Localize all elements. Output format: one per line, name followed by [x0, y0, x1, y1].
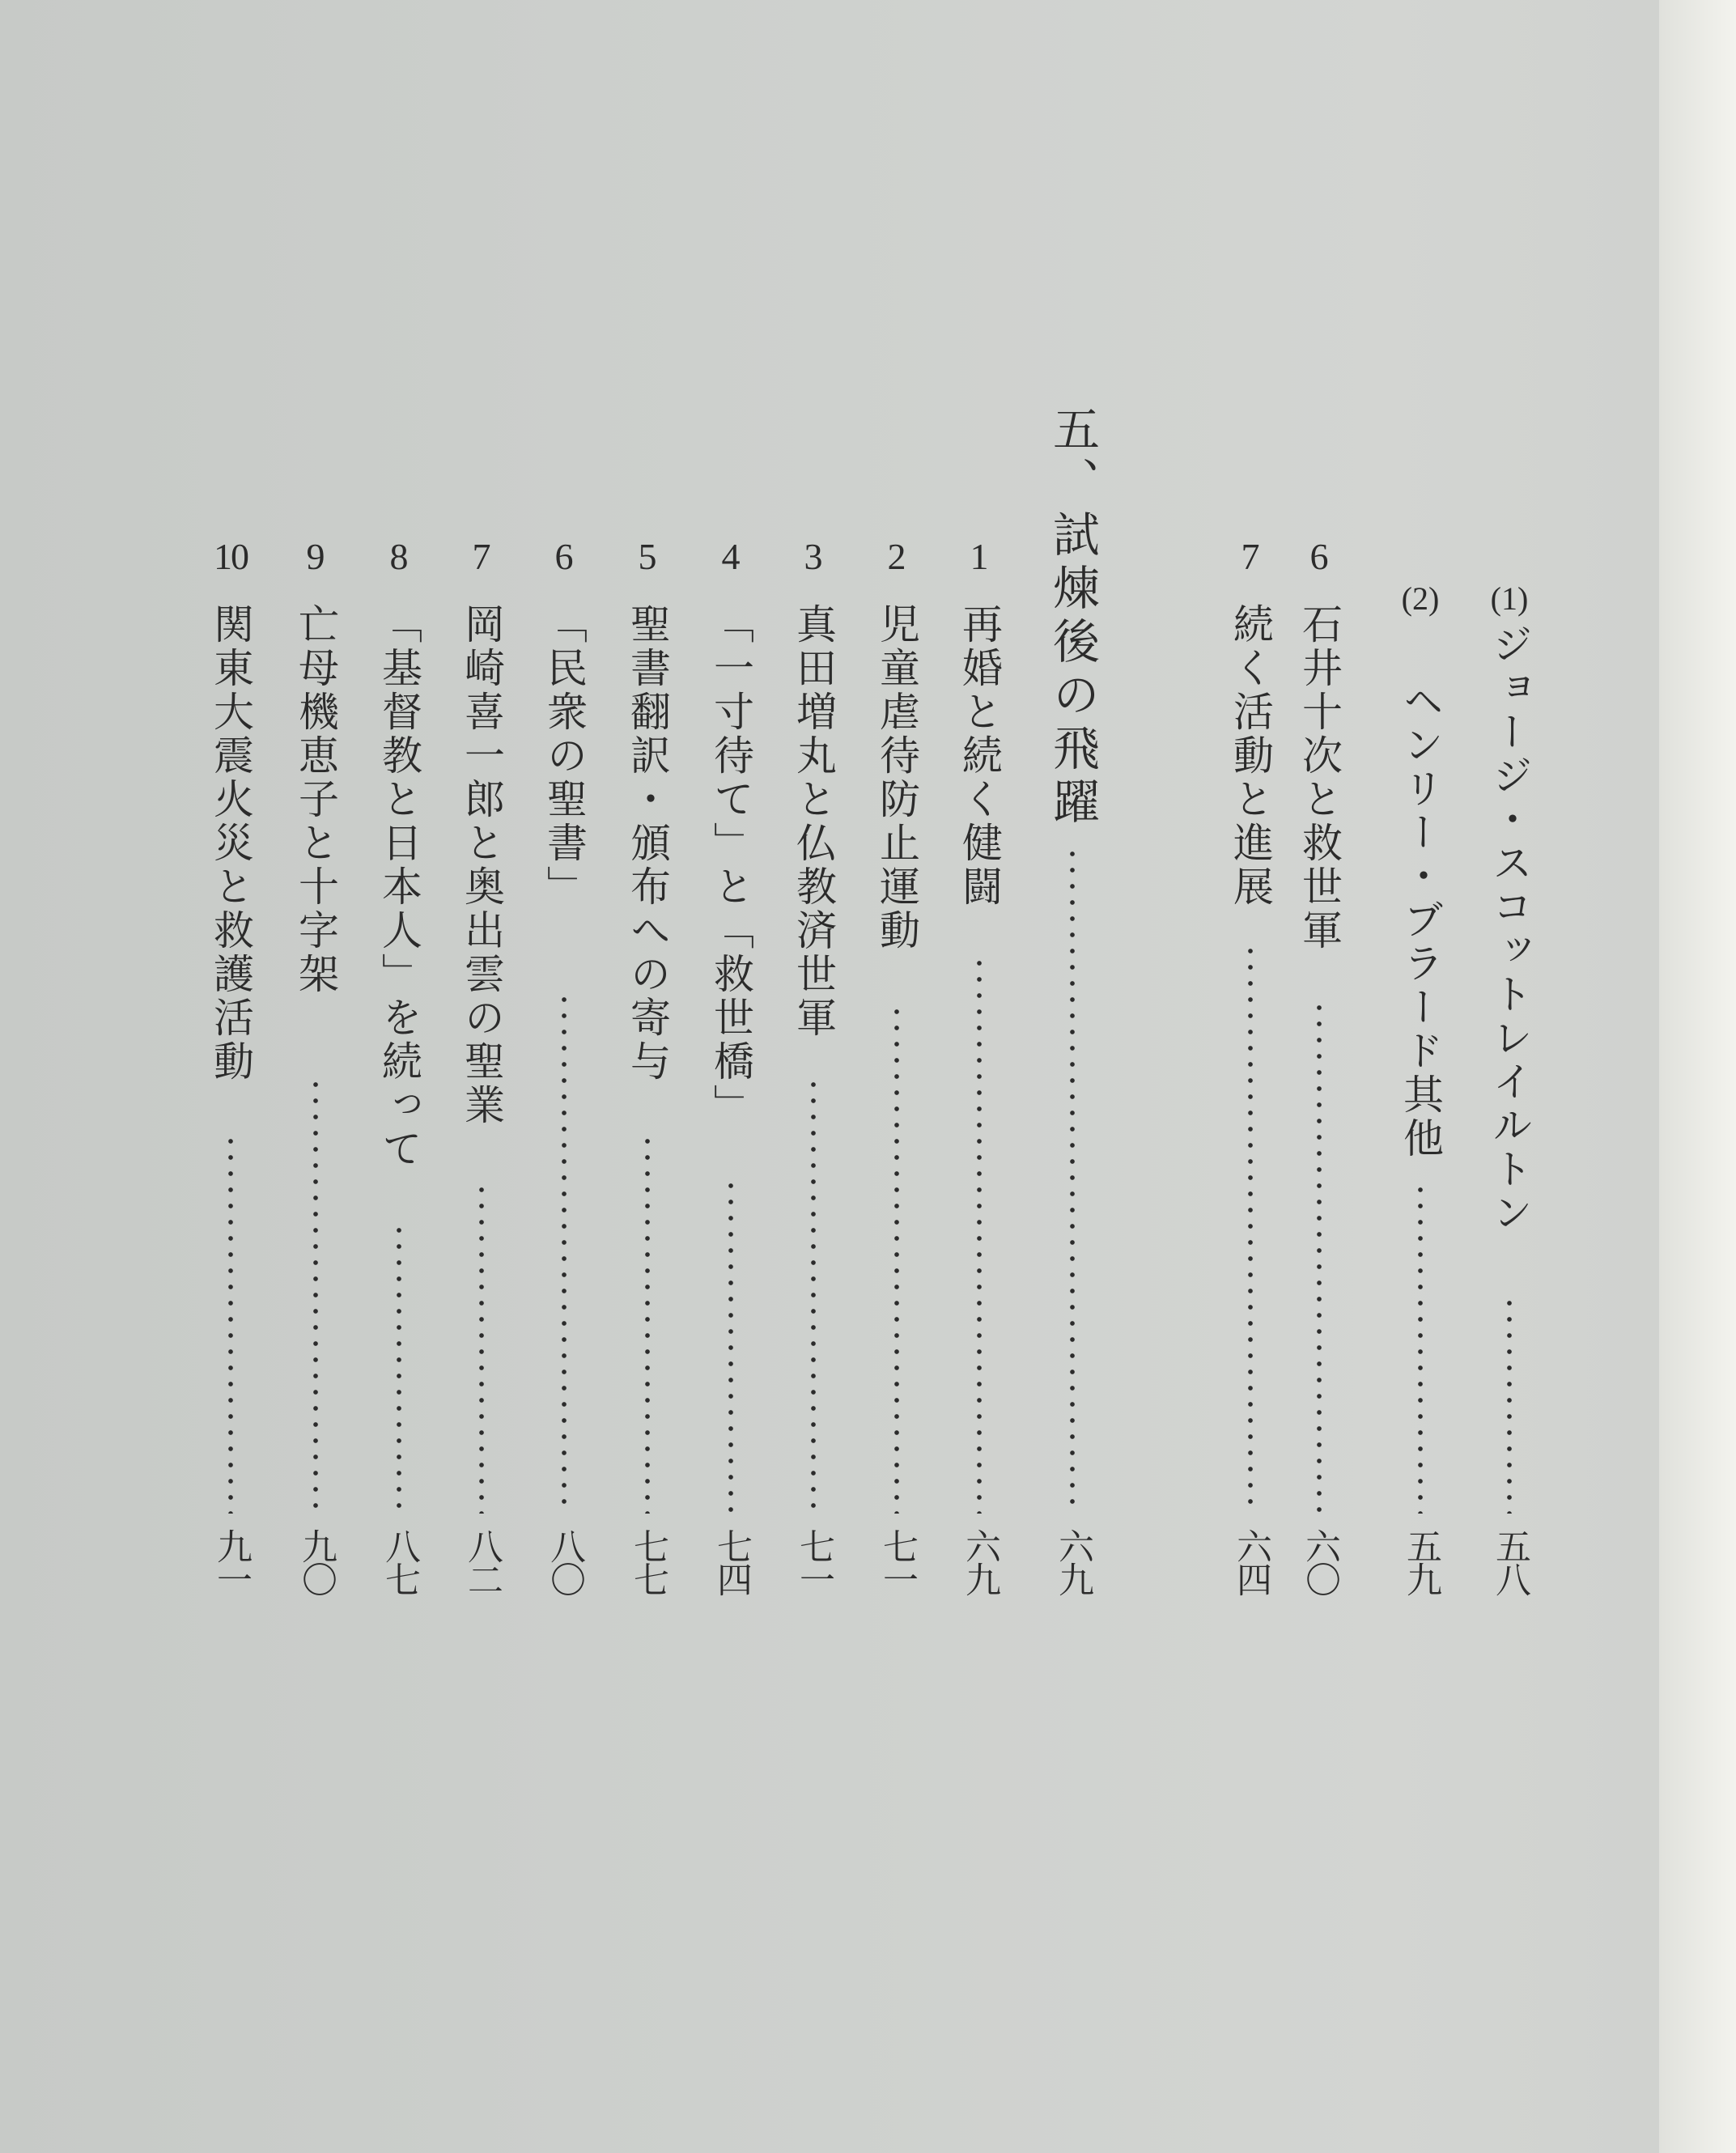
toc-entry-page: 八〇: [544, 1528, 585, 1595]
toc-entry-page: 六四: [1230, 1528, 1271, 1595]
dot-leader: [390, 1222, 408, 1514]
dot-leader: [1242, 943, 1259, 1514]
toc-entry-title: ヘンリー・ブラード其他: [1397, 680, 1444, 1161]
toc-entry-title: 関東大震火災と救護活動: [207, 603, 254, 1084]
dot-leader: [555, 992, 573, 1514]
toc-entry-number: 9: [306, 536, 325, 577]
toc-entry-number: 2: [887, 536, 906, 577]
toc-entry-number: 1: [970, 536, 989, 577]
dot-leader: [639, 1133, 656, 1514]
toc-entry-title: 再婚と続く健闘: [956, 603, 1003, 909]
dot-leader: [888, 1004, 906, 1514]
toc-entry-6: [536, 0, 592, 2153]
toc-entry-page: 五九: [1400, 1528, 1441, 1595]
dot-leader: [1411, 1182, 1429, 1514]
toc-entry-number: 7: [472, 536, 491, 577]
toc-entry-page: 七四: [711, 1528, 752, 1595]
toc-entry-title: 真田増丸と仏教済世軍: [790, 603, 837, 1040]
dot-leader: [722, 1178, 740, 1514]
toc-entry-4: [702, 0, 759, 2153]
toc-entry-title: 「一寸待て」と「救世橋」: [707, 603, 754, 1127]
toc-entry-page: 八二: [461, 1528, 503, 1595]
toc-entry-number: 7: [1241, 536, 1260, 577]
toc-entry-title: 聖書翻訳・頒布への寄与: [624, 603, 671, 1084]
toc-entry-7a: [1222, 0, 1279, 2153]
page-edge: [1659, 0, 1736, 2153]
dot-leader: [473, 1182, 490, 1514]
toc-entry-number: 6: [1309, 536, 1329, 577]
toc-entry-title: 石井十次と救世軍: [1296, 603, 1343, 953]
toc-entry-sub-2: [1392, 0, 1449, 2153]
dot-leader: [1310, 1000, 1328, 1514]
toc-entry-title: 続く活動と進展: [1227, 603, 1274, 909]
toc-entry-number: 10: [214, 536, 248, 577]
toc-entry-10: [202, 0, 259, 2153]
chapter-page: 六九: [1052, 1528, 1093, 1595]
toc-entry-number: 8: [389, 536, 409, 577]
toc-entry-page: 七一: [793, 1528, 834, 1595]
toc-entry-page: 八七: [379, 1528, 420, 1595]
toc-entry-marker: (2): [1401, 580, 1440, 617]
toc-entry-number: 4: [721, 536, 741, 577]
toc-entry-title: 児童虐待防止運動: [873, 603, 920, 953]
chapter-number: 五、: [1045, 405, 1100, 508]
toc-entry-title: ジョージ・スコットレイルトン: [1486, 623, 1533, 1235]
toc-entry-title: 岡崎喜一郎と奥出雲の聖業: [458, 603, 505, 1127]
toc-entry-1: [951, 0, 1008, 2153]
dot-leader: [804, 1076, 822, 1514]
toc-entry-page: 六〇: [1299, 1528, 1340, 1595]
toc-entry-page: 九一: [210, 1528, 252, 1595]
toc-entry-page: 六九: [959, 1528, 1000, 1595]
toc-entry-9: [287, 0, 344, 2153]
toc-entry-3: [785, 0, 842, 2153]
toc-entry-5: [619, 0, 676, 2153]
chapter-title: 試煉後の飛躍: [1045, 510, 1100, 830]
chapter-heading: [1040, 0, 1105, 2153]
toc-entry-2: [868, 0, 925, 2153]
dot-leader: [1063, 846, 1081, 1514]
toc-entry-sub-1: [1481, 0, 1538, 2153]
dot-leader: [222, 1133, 240, 1514]
toc-entry-number: 6: [554, 536, 574, 577]
toc-entry-page: 七一: [876, 1528, 918, 1595]
toc-entry-title: 「基督教と日本人」を続って: [376, 603, 422, 1171]
dot-leader: [1500, 1295, 1518, 1514]
toc-entry-number: 5: [638, 536, 657, 577]
toc-entry-7: [453, 0, 510, 2153]
toc-entry-page: 七七: [627, 1528, 669, 1595]
dot-leader: [307, 1076, 325, 1514]
toc-entry-marker: (1): [1490, 580, 1529, 617]
toc-entry-number: 3: [804, 536, 823, 577]
toc-entry-title: 亡母機恵子と十字架: [292, 603, 339, 996]
toc-entry-page: 五八: [1489, 1528, 1530, 1595]
toc-entry-8: [371, 0, 427, 2153]
toc-entry-page: 九〇: [295, 1528, 337, 1595]
toc-entry-6a: [1291, 0, 1348, 2153]
dot-leader: [970, 955, 988, 1514]
toc-entry-title: 「民衆の聖書」: [541, 603, 588, 909]
